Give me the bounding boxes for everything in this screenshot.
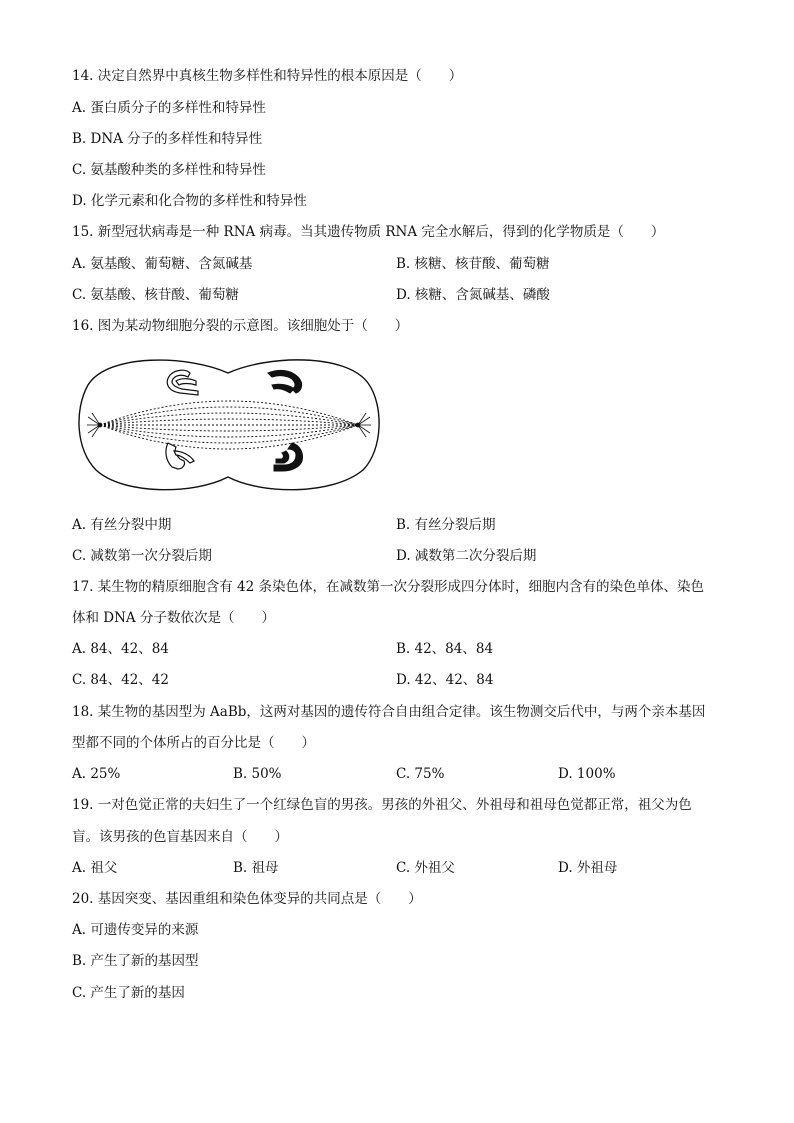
question-14-option-d: D. 化学元素和化合物的多样性和特异性 [72,193,307,209]
question-19-option-b: B. 祖母 [233,860,279,876]
spindle-fibers [100,401,358,449]
question-19-stem-line-2: 盲。该男孩的色盲基因来自（ ） [72,829,288,845]
question-18-option-c: C. 75% [396,766,445,782]
question-19-option-d: D. 外祖母 [558,860,618,876]
left-aster [87,413,102,437]
question-20-option-c: C. 产生了新的基因 [72,985,185,1001]
question-16-option-a: A. 有丝分裂中期 [72,517,172,533]
chromosomes-lower-right [274,443,303,471]
question-18-stem-line-2: 型都不同的个体所占的百分比是（ ） [72,735,315,751]
question-20-stem: 20. 基因突变、基因重组和染色体变异的共同点是（ ） [72,891,422,907]
chromosomes-upper-left [167,370,198,395]
question-16-option-d: D. 减数第二次分裂后期 [396,548,537,564]
question-14-option-c: C. 氨基酸种类的多样性和特异性 [72,162,266,178]
question-17-option-a: A. 84、42、84 [72,641,169,657]
question-18-option-a: A. 25% [72,766,121,782]
question-19-option-c: C. 外祖父 [396,860,455,876]
question-17-option-b: B. 42、84、84 [396,641,494,657]
question-14-option-a: A. 蛋白质分子的多样性和特异性 [72,100,266,116]
question-15-option-d: D. 核糖、含氮碱基、磷酸 [396,287,550,303]
right-aster [356,413,371,437]
question-15-option-a: A. 氨基酸、葡萄糖、含氮碱基 [72,256,253,272]
cell-division-diagram [78,355,382,495]
cell-division-figure [78,355,382,499]
question-18-option-b: B. 50% [233,766,282,782]
question-14-option-b: B. DNA 分子的多样性和特异性 [72,131,263,147]
chromosomes-upper-right [268,370,302,393]
question-18-stem-line-1: 18. 某生物的基因型为 AaBb，这两对基因的遗传符合自由组合定律。该生物测交后代中，与两个亲本基因 [72,704,706,720]
question-18-option-d: D. 100% [558,766,616,782]
question-19-stem-line-1: 19. 一对色觉正常的夫妇生了一个红绿色盲的男孩。男孩的外祖父、外祖母和祖母色觉都正常，祖父为色 [72,797,692,813]
question-19-option-a: A. 祖父 [72,860,118,876]
question-20-option-a: A. 可遗传变异的来源 [72,922,199,938]
question-17-option-d: D. 42、42、84 [396,672,494,688]
question-15-option-c: C. 氨基酸、核苷酸、葡萄糖 [72,287,239,303]
question-15-option-b: B. 核糖、核苷酸、葡萄糖 [396,256,550,272]
question-16-stem: 16. 图为某动物细胞分裂的示意图。该细胞处于（ ） [72,318,409,334]
question-17-stem-line-2: 体和 DNA 分子数依次是（ ） [72,610,275,626]
question-16-option-c: C. 减数第一次分裂后期 [72,548,212,564]
question-15-stem: 15. 新型冠状病毒是一种 RNA 病毒。当其遗传物质 RNA 完全水解后，得到的化学物质是（ ） [72,224,665,240]
question-16-option-b: B. 有丝分裂后期 [396,517,496,533]
question-20-option-b: B. 产生了新的基因型 [72,953,199,969]
question-14-stem: 14. 决定自然界中真核生物多样性和特异性的根本原因是（ ） [72,68,463,84]
question-17-stem-line-1: 17. 某生物的精原细胞含有 42 条染色体，在减数第一次分裂形成四分体时，细胞内含有的染色单体、染色 [72,579,705,595]
question-17-option-c: C. 84、42、42 [72,672,169,688]
